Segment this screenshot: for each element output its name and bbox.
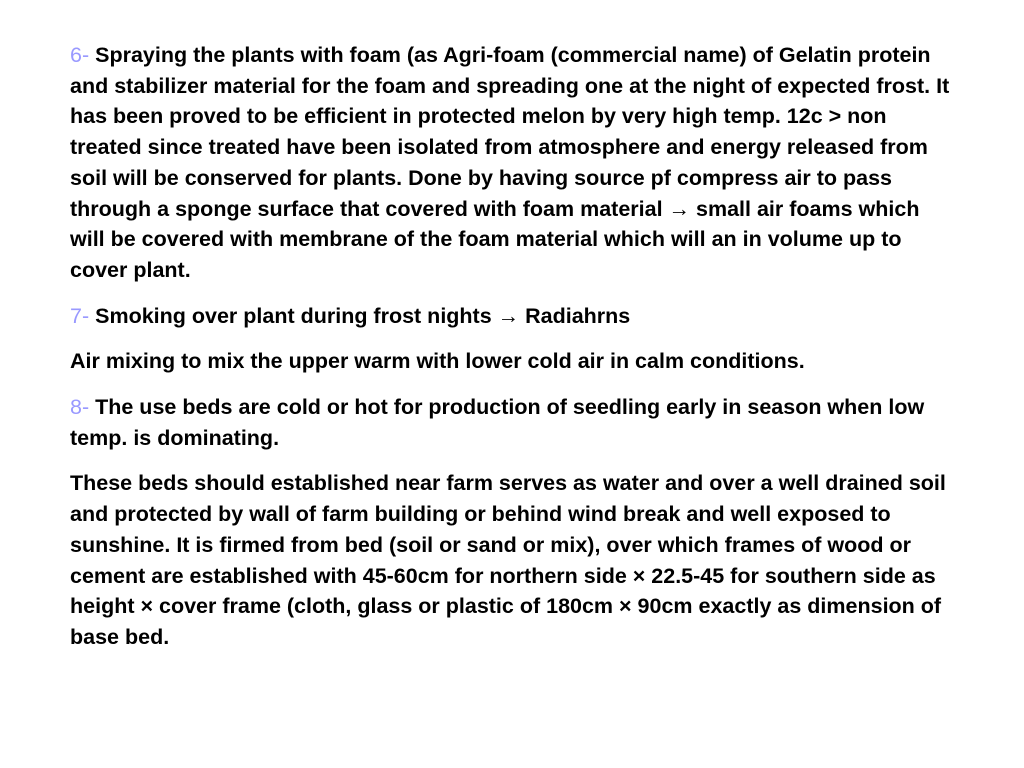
paragraph-text: The use beds are cold or hot for production of seedling early in season when low temp. is dominating. xyxy=(70,395,925,450)
paragraph-text: Smoking over plant during frost nights → Radiahrns xyxy=(95,303,631,328)
item-number: 6- xyxy=(70,43,90,67)
item-number: 7- xyxy=(70,303,90,328)
paragraph-6 xyxy=(70,40,960,286)
item-number: 8- xyxy=(70,395,90,420)
paragraph-beds xyxy=(70,468,960,652)
paragraph-8 xyxy=(70,392,960,453)
paragraph-air-mixing xyxy=(70,346,960,377)
paragraph-7 xyxy=(70,301,960,332)
paragraph-text: These beds should established near farm serves as water and over a well drained soil and protected by wall of farm building or behind wind break and well exposed to sunshine. It is firmed from bed (soil or sand or mix), over which frames of wood or cement are established with 45-60cm for northern side × 22.5-45 for southern side as height × cover frame (cloth, glass or plastic of 180cm × 90cm exactly as dimension of base bed. xyxy=(70,471,946,649)
slide-content xyxy=(70,40,960,668)
paragraph-text: Spraying the plants with foam (as Agri-foam (commercial name) of Gelatin protein and stabilizer material for the foam and spreading one at the night of expected frost. It has been proved to be efficient in protected melon by very high temp. 12c > non treated since treated have been isolated from atmosphere and energy released from soil will be conserved for plants. Done by having source pf compress air to pass through a sponge surface that covered with foam material → small air foams which will be covered with membrane of the foam material which will an in volume up to cover plant. xyxy=(70,43,950,282)
paragraph-text: Air mixing to mix the upper warm with lower cold air in calm conditions. xyxy=(70,349,805,374)
